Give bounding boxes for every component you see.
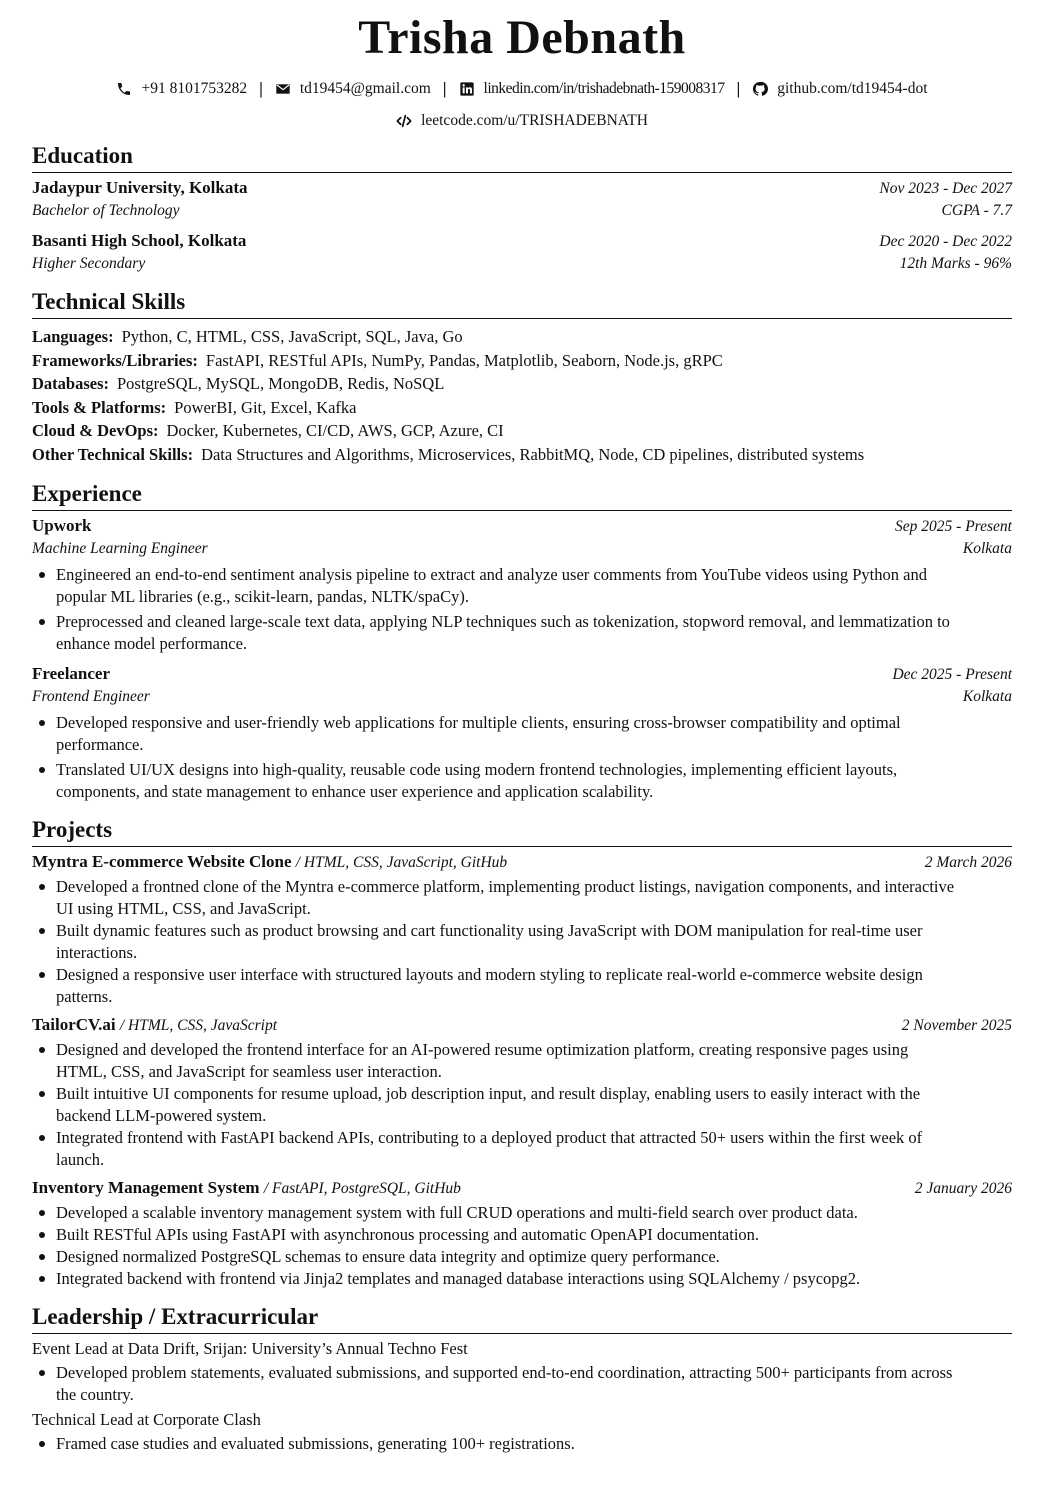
project-name: Myntra E-commerce Website Clone xyxy=(32,851,292,871)
bullet-item: Designed and developed the frontend interface for an AI-powered resume optimization platform, creating responsive pages using HTML, CSS, and JavaScript for seamless user interaction. xyxy=(56,1039,1012,1083)
bullet-list xyxy=(32,1039,1012,1171)
bullet-item: Translated UI/UX designs into high-quality, reusable code using modern frontend technologies, implementing efficient layouts, components, and state management to enhance user experience and application scalability. xyxy=(56,759,1012,803)
project-date: 2 November 2025 xyxy=(901,1016,1012,1034)
company-name: Freelancer xyxy=(32,663,111,683)
skill-value: FastAPI, RESTful APIs, NumPy, Pandas, Matplotlib, Seaborn, Node.js, gRPC xyxy=(205,350,723,370)
project-entry xyxy=(32,1014,1012,1171)
education-date: Dec 2020 - Dec 2022 xyxy=(879,233,1012,250)
education-section xyxy=(32,143,1012,275)
bullet-list xyxy=(32,1362,1012,1406)
skill-label: Frameworks/Libraries: xyxy=(32,350,198,370)
skill-value: Docker, Kubernetes, CI/CD, AWS, GCP, Azure, CI xyxy=(166,421,504,441)
bullet-item: Preprocessed and cleaned large-scale text data, applying NLP techniques such as tokenization, stopword removal, and lemmatization to enhance model performance. xyxy=(56,611,1012,655)
project-tech: / FastAPI, PostgreSQL, GitHub xyxy=(263,1179,461,1197)
email-link[interactable]: td19454@gmail.com xyxy=(299,80,431,97)
location: Kolkata xyxy=(962,687,1012,705)
github-icon xyxy=(752,81,768,97)
phone-text: +91 8101753282 xyxy=(141,80,248,97)
education-title: Education xyxy=(32,143,1012,173)
email-contact[interactable] xyxy=(275,79,431,99)
skill-row xyxy=(32,419,1012,443)
experience-date: Sep 2025 - Present xyxy=(895,517,1012,535)
location: Kolkata xyxy=(962,539,1012,557)
skills-title: Technical Skills xyxy=(32,289,1012,319)
bullet-item: Built RESTful APIs using FastAPI with asynchronous processing and automatic OpenAPI documentation. xyxy=(56,1224,1012,1246)
skill-label: Databases: xyxy=(32,374,109,394)
degree: Higher Secondary xyxy=(32,255,146,272)
leadership-heading: Event Lead at Data Drift, Srijan: University’s Annual Techno Fest xyxy=(32,1338,468,1358)
project-entry xyxy=(32,851,1012,1008)
bullet-item: Designed a responsive user interface with structured layouts and modern styling to replicate real-world e-commerce website design patterns. xyxy=(56,964,1012,1008)
linkedin-contact[interactable] xyxy=(459,79,725,99)
skill-value: Data Structures and Algorithms, Microservices, RabbitMQ, Node, CD pipelines, distributed systems xyxy=(201,444,865,464)
bullet-list xyxy=(32,564,1012,655)
candidate-name: Trisha Debnath xyxy=(358,11,686,64)
leetcode-link[interactable]: leetcode.com/u/TRISHADEBNATH xyxy=(421,112,648,129)
bullet-list xyxy=(32,712,1012,803)
bullet-list xyxy=(32,1202,1012,1290)
school-name: Basanti High School, Kolkata xyxy=(32,231,247,250)
leadership-entry xyxy=(32,1409,1012,1455)
github-link[interactable]: github.com/td19454-dot xyxy=(777,80,928,97)
bullet-item: Integrated frontend with FastAPI backend APIs, contributing to a deployed product that attracted 50+ users within the first week of launch. xyxy=(56,1127,1012,1171)
education-entry xyxy=(32,177,1012,222)
company-name: Upwork xyxy=(32,515,92,535)
experience-section xyxy=(32,481,1012,803)
contact-row-2 xyxy=(32,111,1012,131)
role: Frontend Engineer xyxy=(32,687,150,705)
project-name: Inventory Management System xyxy=(32,1177,260,1197)
experience-entry xyxy=(32,663,1012,803)
bullet-item: Integrated backend with frontend via Jinja2 templates and managed database interactions using SQLAlchemy / psycopg2. xyxy=(56,1268,1012,1290)
skill-value: PowerBI, Git, Excel, Kafka xyxy=(174,397,357,417)
contact-separator: | xyxy=(442,79,447,98)
skill-row xyxy=(32,396,1012,420)
skills-list xyxy=(32,325,1012,467)
skill-row xyxy=(32,443,1012,467)
leetcode-contact[interactable] xyxy=(396,111,648,131)
project-tech: / HTML, CSS, JavaScript xyxy=(119,1016,278,1034)
skill-value: PostgreSQL, MySQL, MongoDB, Redis, NoSQL xyxy=(117,374,445,394)
school-name: Jadaypur University, Kolkata xyxy=(32,178,248,197)
leadership-entry xyxy=(32,1338,1012,1406)
projects-title: Projects xyxy=(32,817,1012,847)
skill-label: Languages: xyxy=(32,327,114,346)
bullet-item: Developed problem statements, evaluated submissions, and supported end-to-end coordination, attracting 500+ participants from across the country. xyxy=(56,1362,1012,1406)
projects-section xyxy=(32,817,1012,1290)
skill-value: Python, C, HTML, CSS, JavaScript, SQL, Java, Go xyxy=(121,327,463,346)
contact-separator: | xyxy=(259,79,263,98)
phone-icon xyxy=(116,81,132,97)
bullet-item: Developed a scalable inventory management system with full CRUD operations and multi-field search over product data. xyxy=(56,1202,1012,1224)
bullet-item: Developed responsive and user-friendly web applications for multiple clients, ensuring cross-browser compatibility and optimal performance. xyxy=(56,712,1012,756)
bullet-item: Developed a frontned clone of the Myntra e-commerce platform, implementing product listings, navigation components, and interactive UI using HTML, CSS, and JavaScript. xyxy=(56,876,1012,920)
experience-title: Experience xyxy=(32,481,1012,511)
project-tech: / HTML, CSS, JavaScript, GitHub xyxy=(295,853,508,871)
code-icon xyxy=(396,113,412,129)
bullet-list xyxy=(32,876,1012,1008)
linkedin-icon xyxy=(459,81,475,97)
project-date: 2 January 2026 xyxy=(914,1179,1012,1197)
phone-contact xyxy=(116,79,247,99)
linkedin-link[interactable]: linkedin.com/in/trishadebnath-159008317 xyxy=(483,80,725,97)
score: CGPA - 7.7 xyxy=(941,202,1012,219)
bullet-item: Built intuitive UI components for resume upload, job description input, and result display, enabling users to easily interact with the backend LLM-powered system. xyxy=(56,1083,1012,1127)
project-entry xyxy=(32,1177,1012,1290)
project-date: 2 March 2026 xyxy=(924,853,1012,871)
contact-row xyxy=(32,79,1012,99)
experience-entry xyxy=(32,515,1012,655)
contact-separator: | xyxy=(736,79,741,98)
skill-label: Tools & Platforms: xyxy=(32,397,167,417)
score: 12th Marks - 96% xyxy=(899,255,1012,272)
github-contact[interactable] xyxy=(752,79,927,99)
skill-row xyxy=(32,325,1012,349)
leadership-section xyxy=(32,1304,1012,1455)
skills-section xyxy=(32,289,1012,467)
mail-icon xyxy=(275,81,291,97)
bullet-item: Engineered an end-to-end sentiment analysis pipeline to extract and analyze user comments from YouTube videos using Python and popular ML libraries (e.g., scikit-learn, pandas, NLTK/spaCy). xyxy=(56,564,1012,608)
bullet-item: Framed case studies and evaluated submissions, generating 100+ registrations. xyxy=(56,1433,1012,1455)
skill-label: Other Technical Skills: xyxy=(32,444,194,464)
role: Machine Learning Engineer xyxy=(32,539,208,557)
project-name: TailorCV.ai xyxy=(32,1014,116,1034)
education-entry xyxy=(32,230,1012,275)
experience-date: Dec 2025 - Present xyxy=(892,665,1012,683)
education-date: Nov 2023 - Dec 2027 xyxy=(879,180,1012,197)
bullet-item: Built dynamic features such as product browsing and cart functionality using JavaScript with DOM manipulation for real-time user interactions. xyxy=(56,920,1012,964)
skill-row xyxy=(32,349,1012,373)
bullet-list xyxy=(32,1433,1012,1455)
skill-label: Cloud & DevOps: xyxy=(32,421,159,441)
bullet-item: Designed normalized PostgreSQL schemas to ensure data integrity and optimize query performance. xyxy=(56,1246,1012,1268)
leadership-heading: Technical Lead at Corporate Clash xyxy=(32,1409,261,1429)
degree: Bachelor of Technology xyxy=(32,202,180,219)
leadership-title: Leadership / Extracurricular xyxy=(32,1304,1012,1334)
skill-row xyxy=(32,372,1012,396)
